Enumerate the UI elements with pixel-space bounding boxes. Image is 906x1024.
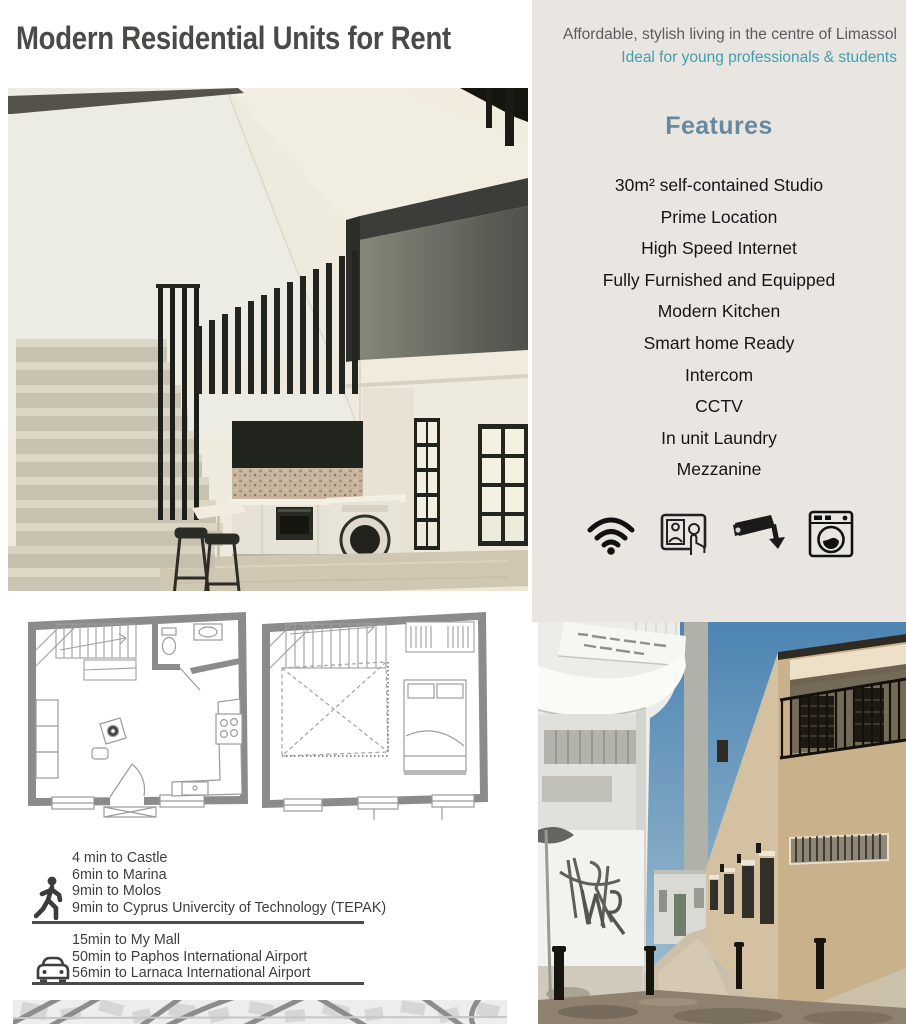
furniture xyxy=(36,700,126,778)
exterior-illustration xyxy=(538,622,906,1024)
walking-distances-list xyxy=(32,850,432,916)
feature-item: Intercom xyxy=(684,364,754,385)
amenity-icons-row xyxy=(532,510,906,563)
feature-item: High Speed Internet xyxy=(641,238,797,259)
map-drawing xyxy=(13,1000,507,1024)
feature-item: Prime Location xyxy=(660,206,778,227)
driving-distance-item: 15min to My Mall xyxy=(72,932,181,948)
divider xyxy=(32,921,364,924)
taglines xyxy=(563,26,897,67)
driving-distance-item: 56min to Larnaca International Airport xyxy=(72,965,311,982)
floorplan-mezzanine-drawing xyxy=(256,604,494,820)
info-panel xyxy=(532,0,906,622)
feature-item: Smart home Ready xyxy=(643,332,795,353)
cctv-camera-icon xyxy=(731,513,785,560)
walking-distance-item: 4 min to Castle xyxy=(72,850,168,866)
stairs xyxy=(36,624,136,680)
walking-distances xyxy=(32,850,432,916)
tagline-primary: Affordable, stylish living in the centre of Limassol xyxy=(563,26,897,43)
wifi-icon xyxy=(585,513,637,560)
wardrobe xyxy=(406,622,474,652)
location-map xyxy=(13,1000,507,1024)
interior-render-photo xyxy=(8,88,528,591)
washing-machine-icon xyxy=(808,510,854,563)
driving-distances xyxy=(32,932,432,982)
tagline-secondary: Ideal for young professionals & students xyxy=(621,49,897,66)
floorplan-mezzanine xyxy=(256,604,494,820)
walking-distance-item: 9min to Cyprus Univercity of Technology (TEPAK) xyxy=(72,899,387,916)
interior-illustration xyxy=(8,88,528,591)
page-title: Modern Residential Units for Rent xyxy=(16,20,451,56)
feature-item: Modern Kitchen xyxy=(657,301,781,322)
driving-distance-item: 50min to Paphos International Airport xyxy=(72,948,308,965)
features-heading: Features xyxy=(665,112,773,140)
floorplan-ground-drawing xyxy=(22,606,252,818)
video-intercom-icon xyxy=(660,511,708,562)
features-list xyxy=(532,170,906,486)
bed xyxy=(404,680,466,772)
void-open-to-below xyxy=(282,662,388,756)
feature-item: Fully Furnished and Equipped xyxy=(602,269,836,290)
kitchen-counter xyxy=(172,699,242,796)
walking-distance-item: 9min to Molos xyxy=(72,883,161,900)
bathroom xyxy=(152,620,240,690)
feature-item: Mezzanine xyxy=(676,459,762,480)
feature-item: 30m² self-contained Studio xyxy=(614,175,824,195)
driving-distances-list xyxy=(32,932,432,982)
floorplan-ground xyxy=(22,606,252,818)
exterior-street-photo xyxy=(538,622,906,1024)
divider xyxy=(32,982,364,985)
walking-distance-item: 6min to Marina xyxy=(72,866,167,883)
feature-item: In unit Laundry xyxy=(661,427,777,448)
feature-item: CCTV xyxy=(695,396,743,417)
walking-person-icon xyxy=(34,876,64,925)
